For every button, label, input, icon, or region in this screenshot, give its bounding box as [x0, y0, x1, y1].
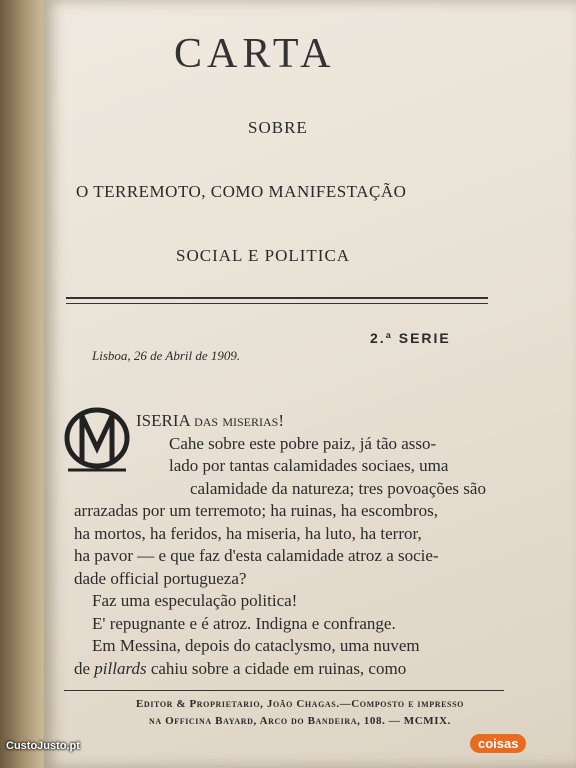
footer-rule	[64, 690, 504, 691]
double-rule-bottom	[66, 303, 488, 304]
subtitle-line-1: O TERREMOTO, COMO MANIFESTAÇÃO	[76, 182, 407, 201]
watermark-right: coisas	[470, 734, 526, 753]
body-line: Em Messina, depois do cataclysmo, uma nuvem	[92, 636, 420, 655]
imprint-line-2: na Officina Bayard, Arco do Bandeira, 108. — MCMIX.	[148, 715, 452, 727]
subtitle-sobre: SOBRE	[248, 118, 308, 137]
body-line: ha mortos, ha feridos, ha miseria, ha luto, ha terror,	[74, 523, 422, 543]
double-rule-top	[66, 297, 488, 299]
document-page	[44, 0, 576, 768]
page-title: CARTA	[174, 31, 336, 77]
body-line: Cahe sobre este pobre paiz, já tão asso-	[169, 433, 437, 453]
imprint	[80, 696, 520, 730]
body-line: ha pavor — e que faz d'esta calamidade atroz a socie-	[74, 546, 439, 565]
body-line: E' repugnante e é atroz. Indigna e confrange.	[92, 613, 396, 633]
dateline: Lisboa, 26 de Abril de 1909.	[92, 348, 241, 363]
letter-body	[74, 410, 504, 680]
body-line: de pillards cahiu sobre a cidade em ruinas, como	[74, 658, 407, 678]
body-line: Faz uma especulação politica!	[92, 591, 298, 610]
watermark-left: CustoJusto.pt	[6, 740, 80, 752]
body-line: ISERIA das miserias!	[136, 411, 285, 430]
body-line: arrazadas por um terremoto; ha ruinas, ha escombros,	[74, 501, 438, 520]
body-line: dade official portugueza?	[74, 568, 247, 588]
body-line: lado por tantas calamidades sociaes, uma	[169, 456, 449, 475]
imprint-line-1: Editor & Proprietario, João Chagas.—Composto e impresso	[136, 698, 464, 710]
subtitle-line-2: SOCIAL E POLITICA	[176, 246, 351, 265]
body-line: calamidade da natureza; tres povoações são	[190, 478, 486, 498]
series-label: 2.ª SERIE	[370, 330, 451, 346]
